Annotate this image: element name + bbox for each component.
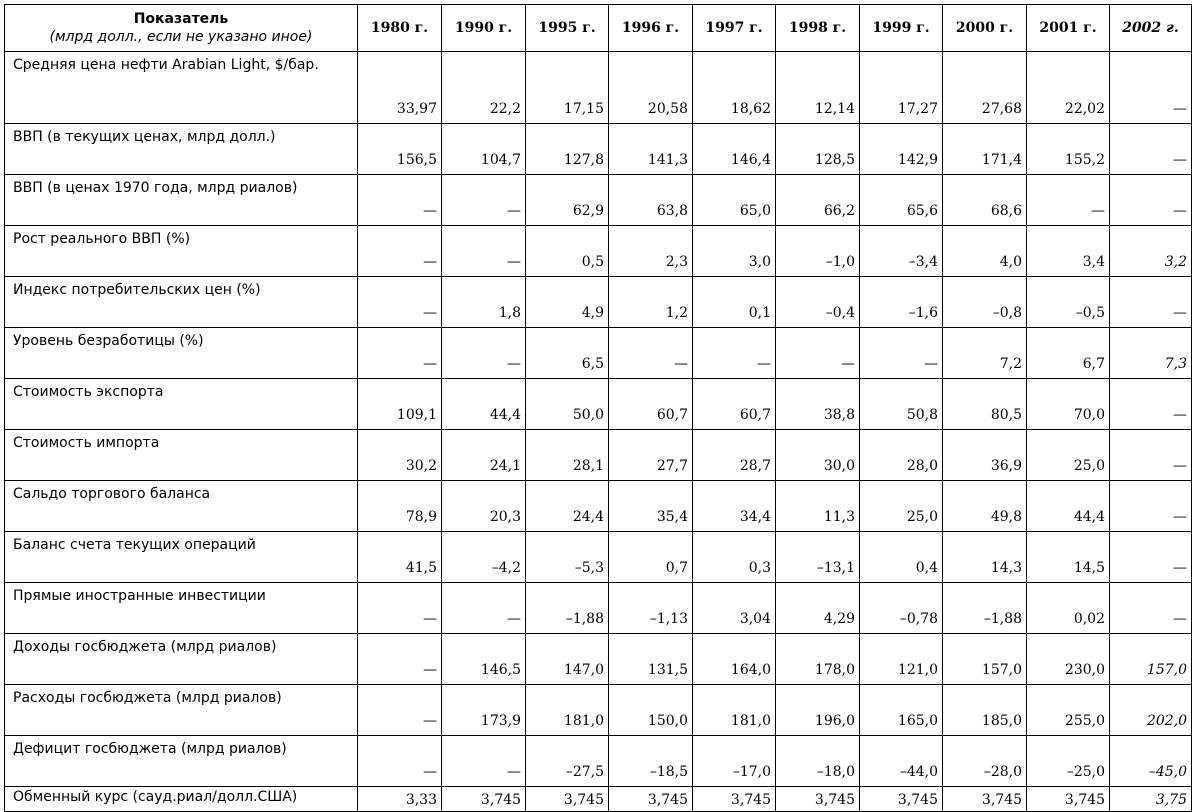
value-cell: — bbox=[1110, 583, 1192, 634]
row-label: Прямые иностранные инвестиции bbox=[5, 583, 358, 634]
row-label: Стоимость импорта bbox=[5, 430, 358, 481]
value-cell: — bbox=[1110, 379, 1192, 430]
value-cell: 36,9 bbox=[943, 430, 1027, 481]
year-header: 2002 г. bbox=[1110, 5, 1192, 52]
table-row bbox=[5, 685, 1192, 736]
table-row bbox=[5, 175, 1192, 226]
header-row bbox=[5, 5, 1192, 52]
value-cell: 30,0 bbox=[776, 430, 860, 481]
value-cell: 6,5 bbox=[526, 328, 609, 379]
row-label: ВВП (в ценах 1970 года, млрд риалов) bbox=[5, 175, 358, 226]
value-cell: 17,27 bbox=[860, 52, 943, 124]
value-cell: 4,9 bbox=[526, 277, 609, 328]
value-cell: 7,2 bbox=[943, 328, 1027, 379]
value-cell: 22,02 bbox=[1027, 52, 1110, 124]
value-cell: –1,88 bbox=[526, 583, 609, 634]
value-cell: 30,2 bbox=[358, 430, 442, 481]
value-cell: 121,0 bbox=[860, 634, 943, 685]
value-cell: 68,6 bbox=[943, 175, 1027, 226]
value-cell: 14,5 bbox=[1027, 532, 1110, 583]
value-cell: 65,6 bbox=[860, 175, 943, 226]
value-cell: 0,7 bbox=[609, 532, 693, 583]
value-cell: 3,745 bbox=[1027, 787, 1110, 812]
value-cell: — bbox=[1110, 277, 1192, 328]
value-cell: 49,8 bbox=[943, 481, 1027, 532]
indicator-column-header bbox=[5, 5, 358, 52]
table-body bbox=[5, 52, 1192, 812]
value-cell: — bbox=[358, 277, 442, 328]
value-cell: 181,0 bbox=[526, 685, 609, 736]
value-cell: — bbox=[358, 583, 442, 634]
value-cell: 60,7 bbox=[693, 379, 776, 430]
value-cell: 28,0 bbox=[860, 430, 943, 481]
value-cell: –28,0 bbox=[943, 736, 1027, 787]
table-row bbox=[5, 124, 1192, 175]
value-cell: –27,5 bbox=[526, 736, 609, 787]
value-cell: –25,0 bbox=[1027, 736, 1110, 787]
value-cell: –18,5 bbox=[609, 736, 693, 787]
value-cell: 141,3 bbox=[609, 124, 693, 175]
value-cell: 6,7 bbox=[1027, 328, 1110, 379]
year-header: 2001 г. bbox=[1027, 5, 1110, 52]
value-cell: — bbox=[1110, 175, 1192, 226]
table-row bbox=[5, 787, 1192, 812]
value-cell: 164,0 bbox=[693, 634, 776, 685]
value-cell: 38,8 bbox=[776, 379, 860, 430]
value-cell: –1,6 bbox=[860, 277, 943, 328]
value-cell: 25,0 bbox=[1027, 430, 1110, 481]
year-header: 1996 г. bbox=[609, 5, 693, 52]
value-cell: — bbox=[860, 328, 943, 379]
value-cell: — bbox=[1110, 532, 1192, 583]
value-cell: –0,5 bbox=[1027, 277, 1110, 328]
row-label: Обменный курс (сауд.риал/долл.США) bbox=[5, 787, 358, 812]
value-cell: 60,7 bbox=[609, 379, 693, 430]
value-cell: — bbox=[1110, 481, 1192, 532]
value-cell: 3,745 bbox=[526, 787, 609, 812]
row-label: Средняя цена нефти Arabian Light, $/бар. bbox=[5, 52, 358, 124]
value-cell: 146,4 bbox=[693, 124, 776, 175]
value-cell: 147,0 bbox=[526, 634, 609, 685]
value-cell: 3,2 bbox=[1110, 226, 1192, 277]
value-cell: –44,0 bbox=[860, 736, 943, 787]
value-cell: — bbox=[442, 328, 526, 379]
value-cell: — bbox=[693, 328, 776, 379]
row-label: Индекс потребительских цен (%) bbox=[5, 277, 358, 328]
indicator-subtitle: (млрд долл., если не указано иное) bbox=[49, 29, 313, 45]
value-cell: 171,4 bbox=[943, 124, 1027, 175]
value-cell: — bbox=[609, 328, 693, 379]
value-cell: –18,0 bbox=[776, 736, 860, 787]
value-cell: 185,0 bbox=[943, 685, 1027, 736]
table-row bbox=[5, 532, 1192, 583]
value-cell: 150,0 bbox=[609, 685, 693, 736]
value-cell: 104,7 bbox=[442, 124, 526, 175]
value-cell: 128,5 bbox=[776, 124, 860, 175]
value-cell: 178,0 bbox=[776, 634, 860, 685]
value-cell: 3,745 bbox=[860, 787, 943, 812]
value-cell: — bbox=[1110, 430, 1192, 481]
value-cell: –17,0 bbox=[693, 736, 776, 787]
value-cell: 0,5 bbox=[526, 226, 609, 277]
value-cell: 27,7 bbox=[609, 430, 693, 481]
value-cell: 80,5 bbox=[943, 379, 1027, 430]
year-header: 1990 г. bbox=[442, 5, 526, 52]
table-row bbox=[5, 634, 1192, 685]
value-cell: 28,1 bbox=[526, 430, 609, 481]
row-label: Стоимость экспорта bbox=[5, 379, 358, 430]
value-cell: –13,1 bbox=[776, 532, 860, 583]
value-cell: 155,2 bbox=[1027, 124, 1110, 175]
value-cell: — bbox=[358, 634, 442, 685]
value-cell: 142,9 bbox=[860, 124, 943, 175]
value-cell: — bbox=[358, 175, 442, 226]
table-row bbox=[5, 379, 1192, 430]
row-label: Рост реального ВВП (%) bbox=[5, 226, 358, 277]
row-label: Доходы госбюджета (млрд риалов) bbox=[5, 634, 358, 685]
value-cell: — bbox=[1027, 175, 1110, 226]
value-cell: 165,0 bbox=[860, 685, 943, 736]
value-cell: — bbox=[442, 226, 526, 277]
value-cell: –3,4 bbox=[860, 226, 943, 277]
value-cell: 18,62 bbox=[693, 52, 776, 124]
value-cell: 157,0 bbox=[1110, 634, 1192, 685]
value-cell: 0,02 bbox=[1027, 583, 1110, 634]
value-cell: 3,745 bbox=[693, 787, 776, 812]
row-label: ВВП (в текущих ценах, млрд долл.) bbox=[5, 124, 358, 175]
year-header: 1995 г. bbox=[526, 5, 609, 52]
value-cell: 62,9 bbox=[526, 175, 609, 226]
table-row bbox=[5, 583, 1192, 634]
value-cell: 157,0 bbox=[943, 634, 1027, 685]
value-cell: — bbox=[358, 736, 442, 787]
value-cell: 146,5 bbox=[442, 634, 526, 685]
value-cell: 3,745 bbox=[776, 787, 860, 812]
value-cell: –1,88 bbox=[943, 583, 1027, 634]
value-cell: 20,3 bbox=[442, 481, 526, 532]
value-cell: — bbox=[1110, 124, 1192, 175]
value-cell: –1,0 bbox=[776, 226, 860, 277]
value-cell: 65,0 bbox=[693, 175, 776, 226]
value-cell: 33,97 bbox=[358, 52, 442, 124]
value-cell: 4,0 bbox=[943, 226, 1027, 277]
table-row bbox=[5, 52, 1192, 124]
value-cell: 20,58 bbox=[609, 52, 693, 124]
value-cell: 3,75 bbox=[1110, 787, 1192, 812]
value-cell: 196,0 bbox=[776, 685, 860, 736]
value-cell: — bbox=[358, 328, 442, 379]
value-cell: 3,745 bbox=[609, 787, 693, 812]
value-cell: –0,4 bbox=[776, 277, 860, 328]
value-cell: 41,5 bbox=[358, 532, 442, 583]
value-cell: 131,5 bbox=[609, 634, 693, 685]
table-row bbox=[5, 430, 1192, 481]
row-label: Расходы госбюджета (млрд риалов) bbox=[5, 685, 358, 736]
table-header bbox=[5, 5, 1192, 52]
value-cell: –0,8 bbox=[943, 277, 1027, 328]
value-cell: 3,04 bbox=[693, 583, 776, 634]
value-cell: 44,4 bbox=[1027, 481, 1110, 532]
value-cell: 2,3 bbox=[609, 226, 693, 277]
value-cell: 27,68 bbox=[943, 52, 1027, 124]
value-cell: — bbox=[358, 685, 442, 736]
table-row bbox=[5, 226, 1192, 277]
value-cell: — bbox=[1110, 52, 1192, 124]
value-cell: –45,0 bbox=[1110, 736, 1192, 787]
value-cell: 1,8 bbox=[442, 277, 526, 328]
table-row bbox=[5, 277, 1192, 328]
value-cell: — bbox=[776, 328, 860, 379]
value-cell: –1,13 bbox=[609, 583, 693, 634]
value-cell: 202,0 bbox=[1110, 685, 1192, 736]
value-cell: 181,0 bbox=[693, 685, 776, 736]
value-cell: 3,33 bbox=[358, 787, 442, 812]
value-cell: 156,5 bbox=[358, 124, 442, 175]
year-header: 1980 г. bbox=[358, 5, 442, 52]
value-cell: 173,9 bbox=[442, 685, 526, 736]
value-cell: –0,78 bbox=[860, 583, 943, 634]
value-cell: 0,4 bbox=[860, 532, 943, 583]
value-cell: 17,15 bbox=[526, 52, 609, 124]
value-cell: 3,0 bbox=[693, 226, 776, 277]
value-cell: 109,1 bbox=[358, 379, 442, 430]
value-cell: 66,2 bbox=[776, 175, 860, 226]
year-header: 1998 г. bbox=[776, 5, 860, 52]
value-cell: –4,2 bbox=[442, 532, 526, 583]
value-cell: 50,8 bbox=[860, 379, 943, 430]
value-cell: 12,14 bbox=[776, 52, 860, 124]
value-cell: 3,745 bbox=[943, 787, 1027, 812]
value-cell: 24,1 bbox=[442, 430, 526, 481]
value-cell: 50,0 bbox=[526, 379, 609, 430]
table-row bbox=[5, 736, 1192, 787]
value-cell: 25,0 bbox=[860, 481, 943, 532]
value-cell: 127,8 bbox=[526, 124, 609, 175]
value-cell: –5,3 bbox=[526, 532, 609, 583]
row-label: Дефицит госбюджета (млрд риалов) bbox=[5, 736, 358, 787]
table-row bbox=[5, 481, 1192, 532]
value-cell: 78,9 bbox=[358, 481, 442, 532]
year-header: 1997 г. bbox=[693, 5, 776, 52]
value-cell: 3,745 bbox=[442, 787, 526, 812]
value-cell: 24,4 bbox=[526, 481, 609, 532]
row-label: Сальдо торгового баланса bbox=[5, 481, 358, 532]
table-row bbox=[5, 328, 1192, 379]
value-cell: — bbox=[442, 736, 526, 787]
value-cell: 70,0 bbox=[1027, 379, 1110, 430]
row-label: Уровень безработицы (%) bbox=[5, 328, 358, 379]
value-cell: 63,8 bbox=[609, 175, 693, 226]
value-cell: 7,3 bbox=[1110, 328, 1192, 379]
value-cell: 1,2 bbox=[609, 277, 693, 328]
value-cell: 14,3 bbox=[943, 532, 1027, 583]
value-cell: 0,3 bbox=[693, 532, 776, 583]
value-cell: 0,1 bbox=[693, 277, 776, 328]
value-cell: 34,4 bbox=[693, 481, 776, 532]
value-cell: 35,4 bbox=[609, 481, 693, 532]
value-cell: — bbox=[358, 226, 442, 277]
value-cell: 255,0 bbox=[1027, 685, 1110, 736]
value-cell: 44,4 bbox=[442, 379, 526, 430]
year-header: 2000 г. bbox=[943, 5, 1027, 52]
value-cell: 230,0 bbox=[1027, 634, 1110, 685]
row-label: Баланс счета текущих операций bbox=[5, 532, 358, 583]
value-cell: 28,7 bbox=[693, 430, 776, 481]
value-cell: 11,3 bbox=[776, 481, 860, 532]
indicator-title: Показатель bbox=[133, 11, 229, 27]
value-cell: 4,29 bbox=[776, 583, 860, 634]
value-cell: 3,4 bbox=[1027, 226, 1110, 277]
year-header: 1999 г. bbox=[860, 5, 943, 52]
value-cell: — bbox=[442, 583, 526, 634]
economic-indicators-table bbox=[4, 4, 1192, 812]
value-cell: — bbox=[442, 175, 526, 226]
value-cell: 22,2 bbox=[442, 52, 526, 124]
